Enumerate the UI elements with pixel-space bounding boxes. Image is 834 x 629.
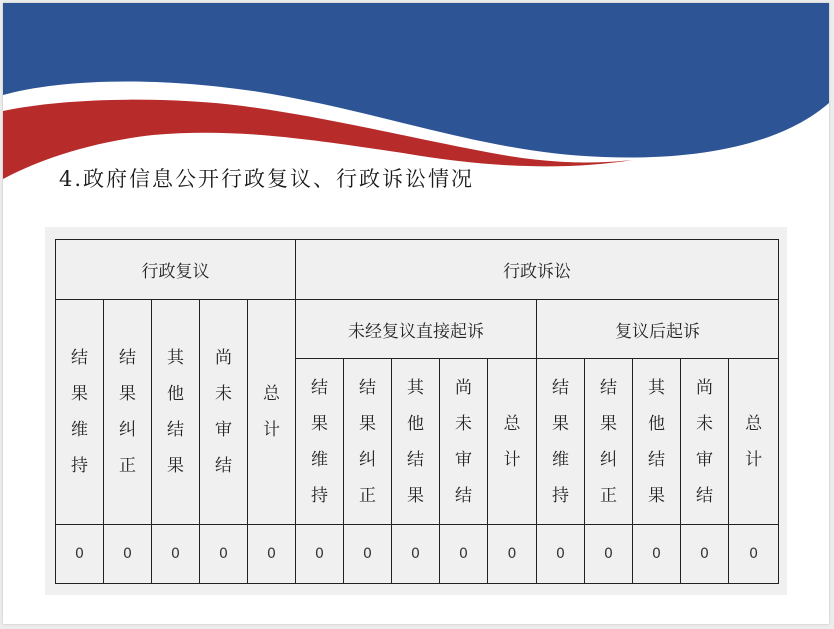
value-cell: 0 — [681, 525, 729, 584]
table-container — [45, 227, 787, 595]
review-col-pending: 尚未审结 — [200, 300, 248, 525]
value-cell: 0 — [296, 525, 344, 584]
after-col-pending: 尚未审结 — [681, 359, 729, 525]
direct-col-corrected: 结果纠正 — [344, 359, 392, 525]
value-cell: 0 — [633, 525, 681, 584]
review-col-corrected: 结果纠正 — [104, 300, 152, 525]
direct-col-other: 其他结果 — [392, 359, 440, 525]
value-cell: 0 — [537, 525, 585, 584]
header-suit-after-review: 复议后起诉 — [537, 300, 779, 359]
table-row — [56, 525, 779, 584]
review-col-upheld: 结果维持 — [56, 300, 104, 525]
direct-col-pending: 尚未审结 — [440, 359, 488, 525]
value-cell: 0 — [344, 525, 392, 584]
after-col-corrected: 结果纠正 — [585, 359, 633, 525]
value-cell: 0 — [585, 525, 633, 584]
review-col-other: 其他结果 — [152, 300, 200, 525]
header-direct-suit: 未经复议直接起诉 — [296, 300, 537, 359]
value-cell: 0 — [488, 525, 537, 584]
value-cell: 0 — [152, 525, 200, 584]
direct-col-total: 总计 — [488, 359, 537, 525]
after-col-total: 总计 — [729, 359, 779, 525]
review-col-total: 总计 — [248, 300, 296, 525]
after-col-other: 其他结果 — [633, 359, 681, 525]
value-cell: 0 — [392, 525, 440, 584]
value-cell: 0 — [104, 525, 152, 584]
header-banner — [3, 3, 829, 183]
header-admin-review: 行政复议 — [56, 240, 296, 300]
header-admin-litigation: 行政诉讼 — [296, 240, 779, 300]
after-col-upheld: 结果维持 — [537, 359, 585, 525]
value-cell: 0 — [56, 525, 104, 584]
value-cell: 0 — [248, 525, 296, 584]
value-cell: 0 — [440, 525, 488, 584]
direct-col-upheld: 结果维持 — [296, 359, 344, 525]
section-title: 4.政府信息公开行政复议、行政诉讼情况 — [59, 167, 475, 191]
value-cell: 0 — [200, 525, 248, 584]
value-cell: 0 — [729, 525, 779, 584]
stats-table — [55, 239, 779, 584]
